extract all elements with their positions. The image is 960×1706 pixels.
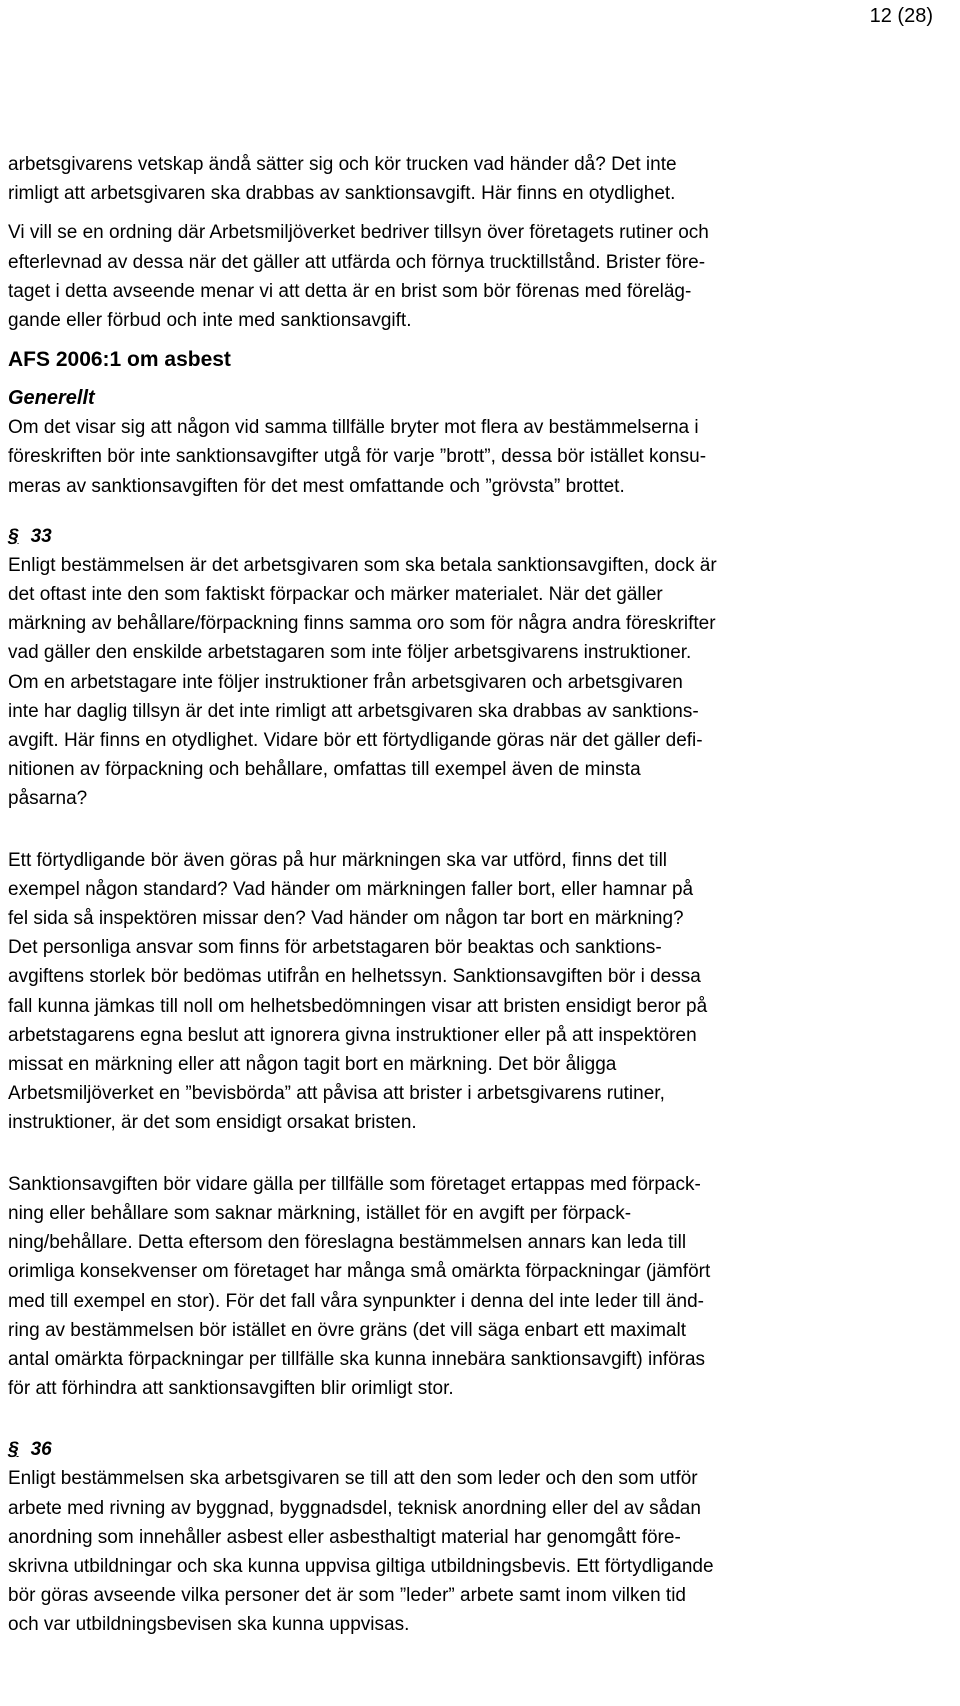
text-line: exempel någon standard? Vad händer om märkningen faller bort, eller hamnar på <box>8 878 694 900</box>
paragraph-number: 33 <box>30 525 52 547</box>
text-line: instruktioner, är det som ensidigt orsakat bristen. <box>8 1112 417 1134</box>
text-line: för att förhindra att sanktionsavgiften blir orimligt stor. <box>8 1378 454 1400</box>
text-line: skrivna utbildningar och ska kunna uppvisa giltiga utbildningsbevis. Ett förtydligande <box>8 1555 714 1577</box>
paragraph-33-fortydligande <box>8 846 948 1138</box>
page-number: 12 (28) <box>869 5 933 27</box>
paragraph-ordning <box>8 218 948 335</box>
text-line: fel sida så inspektören missar den? Vad händer om någon tar bort en märkning? <box>8 908 684 930</box>
text-line: med till exempel en stor). För det fall våra synpunkter i denna del inte leder till änd- <box>8 1290 704 1312</box>
text-line: föreskriften bör inte sanktionsavgifter utgå för varje ”brott”, dessa bör istället konsu- <box>8 446 707 468</box>
text-line: avgift. Här finns en otydlighet. Vidare bör ett förtydligande göras när det gäller defi- <box>8 730 703 752</box>
paragraph-ref-36 <box>8 1435 948 1464</box>
text-line: Sanktionsavgiften bör vidare gälla per tillfälle som företaget ertappas med förpack- <box>8 1173 701 1195</box>
text-line: Vi vill se en ordning där Arbetsmiljöverket bedriver tillsyn över företagets rutiner och <box>8 222 709 244</box>
paragraph-generellt <box>8 413 948 501</box>
text-line: meras av sanktionsavgiften för det mest omfattande och ”grövsta” brottet. <box>8 475 625 497</box>
text-line: gande eller förbud och inte med sanktionsavgift. <box>8 310 412 332</box>
text-line: orimliga konsekvenser om företaget har många små omärkta förpackningar (jämfört <box>8 1261 711 1283</box>
text-line: arbete med rivning av byggnad, byggnadsdel, teknisk anordning eller del av sådan <box>8 1497 701 1519</box>
text-line: avgiftens storlek bör bedömas utifrån en helhetssyn. Sanktionsavgiften bör i dessa <box>8 966 701 988</box>
text-line: och var utbildningsbevisen ska kunna uppvisas. <box>8 1614 410 1636</box>
text-line: Om en arbetstagare inte följer instruktioner från arbetsgivaren och arbetsgivaren <box>8 671 683 693</box>
text-line: anordning som innehåller asbest eller asbesthaltigt material har genomgått före- <box>8 1526 681 1548</box>
paragraph-36-utbildning <box>8 1464 948 1639</box>
text-line: missat en märkning eller att någon tagit bort en märkning. Det bör åligga <box>8 1054 617 1076</box>
text-line: arbetsgivarens vetskap ändå sätter sig och kör trucken vad händer då? Det inte <box>8 154 677 175</box>
text-line: Det personliga ansvar som finns för arbetstagaren bör beaktas och sanktions- <box>8 937 662 959</box>
text-line: märkning av behållare/förpackning finns samma oro som för några andra föreskrifter <box>8 613 716 635</box>
paragraph-33-markning <box>8 551 948 814</box>
text-line: nitionen av förpackning och behållare, omfattas till exempel även de minsta <box>8 759 641 781</box>
text-line: arbetstagarens egna beslut att ignorera givna instruktioner eller på att inspektören <box>8 1024 697 1046</box>
text-line: taget i detta avseende menar vi att detta är en brist som bör förenas med föreläg- <box>8 280 692 302</box>
paragraph-number: 36 <box>30 1439 52 1461</box>
text-line: Ett förtydligande bör även göras på hur märkningen ska var utförd, finns det till <box>8 849 668 871</box>
text-line: efterlevnad av dessa när det gäller att utfärda och förnya trucktillstånd. Brister före- <box>8 251 706 273</box>
section-symbol: § <box>8 1439 19 1461</box>
text-line: Arbetsmiljöverket en ”bevisbörda” att påvisa att brister i arbetsgivarens rutiner, <box>8 1083 665 1105</box>
text-line: fall kunna jämkas till noll om helhetsbedömningen visar att bristen ensidigt beror på <box>8 995 708 1017</box>
text-line: ning/behållare. Detta eftersom den föreslagna bestämmelsen annars kan leda till <box>8 1232 687 1254</box>
text-line: Enligt bestämmelsen är det arbetsgivaren som ska betala sanktionsavgiften, dock är <box>8 554 717 576</box>
text-line: ning eller behållare som saknar märkning, istället för en avgift per förpack- <box>8 1202 632 1224</box>
section-symbol: § <box>8 525 19 547</box>
paragraph-ref-33 <box>8 522 948 551</box>
text-line: inte har daglig tillsyn är det inte rimligt att arbetsgivaren ska drabbas av sanktions- <box>8 700 699 722</box>
text-line: rimligt att arbetsgivaren ska drabbas av sanktionsavgift. Här finns en otydlighet. <box>8 183 676 205</box>
document-body <box>8 150 948 1640</box>
text-line: Enligt bestämmelsen ska arbetsgivaren se till att den som leder och den som utför <box>8 1468 698 1490</box>
text-line: bör göras avseende vilka personer det är som ”leder” arbete samt inom vilken tid <box>8 1585 686 1607</box>
text-line: det oftast inte den som faktiskt förpackar och märker materialet. När det gäller <box>8 584 663 606</box>
text-line: antal omärkta förpackningar per tillfälle ska kunna innebära sanktionsavgift) införas <box>8 1348 706 1370</box>
text-line: Om det visar sig att någon vid samma tillfälle bryter mot flera av bestämmelserna i <box>8 417 699 439</box>
text-line: vad gäller den enskilde arbetstagaren som inte följer arbetsgivarens instruktioner. <box>8 642 692 664</box>
section-heading-asbest: AFS 2006:1 om asbest <box>8 348 231 372</box>
text-line: påsarna? <box>8 788 88 810</box>
paragraph-33-tillfalle <box>8 1170 948 1404</box>
subheading-generellt: Generellt <box>8 387 95 410</box>
text-line: ring av bestämmelsen bör istället en övre gräns (det vill säga enbart ett maximalt <box>8 1319 686 1341</box>
paragraph-trucktillstand-intro <box>8 150 948 208</box>
